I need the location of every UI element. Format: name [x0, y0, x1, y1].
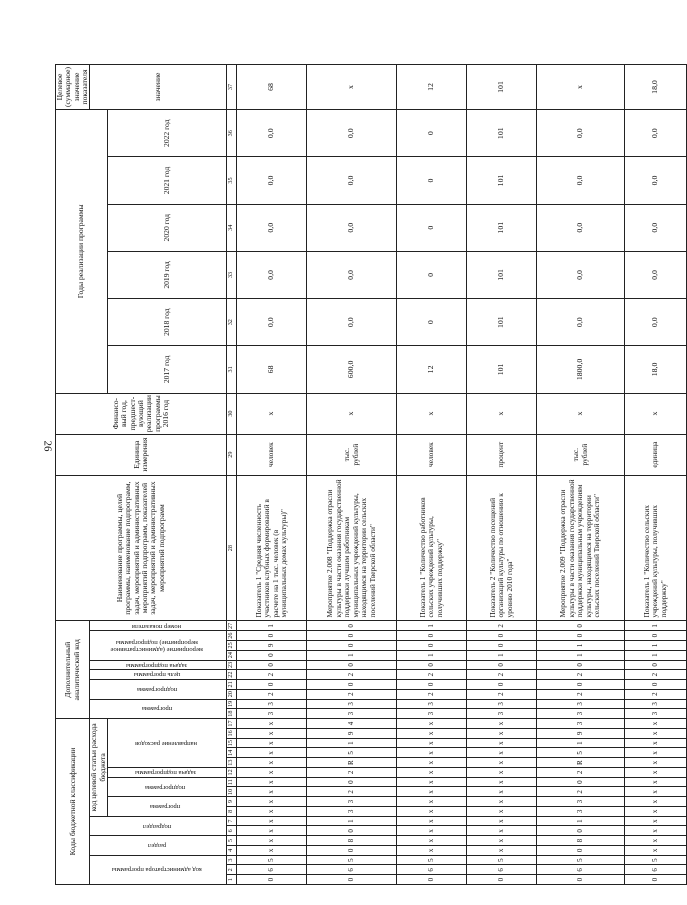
code-digit: 0 [307, 846, 397, 856]
code-digit: 0 [237, 875, 307, 885]
row-fin-year-value: х [625, 393, 687, 434]
code-digit: 4 [307, 719, 397, 729]
row-unit: человек [237, 434, 307, 475]
row-year-value: 68 [237, 346, 307, 393]
column-number: 7 [227, 816, 237, 826]
admin-code-header: код администратора программы [111, 866, 202, 874]
table-row [537, 64, 625, 884]
year-2019-header: 2019 год [108, 251, 227, 298]
code-digit: х [237, 738, 307, 748]
code-digit: 3 [307, 709, 397, 719]
code-digit: 1 [625, 650, 687, 660]
code-digit: х [625, 748, 687, 758]
code-digit: 0 [237, 680, 307, 690]
code-digit: 2 [625, 689, 687, 699]
analytic-meropriyatie-header: мероприятие (административное мероприятие) подпрограммы [110, 638, 204, 653]
column-number: 12 [227, 768, 237, 778]
code-digit: 0 [237, 631, 307, 641]
column-number: 11 [227, 777, 237, 787]
analytic-podprogramma-header: подпрограмма [136, 685, 177, 693]
column-number: 6 [227, 826, 237, 836]
code-digit: 0 [537, 875, 625, 885]
code-digit: 3 [537, 797, 625, 807]
code-digit: х [397, 826, 467, 836]
column-number: 3 [227, 855, 237, 865]
code-digit: х [397, 748, 467, 758]
target-value-header: значение [90, 64, 227, 109]
column-number: 23 [227, 660, 237, 670]
code-digit: 1 [467, 650, 537, 660]
row-fin-year-value: х [237, 393, 307, 434]
code-digit: 2 [537, 787, 625, 797]
code-digit: 0 [397, 875, 467, 885]
code-digit: х [237, 719, 307, 729]
code-digit: 5 [467, 855, 537, 865]
code-digit: х [625, 816, 687, 826]
column-number: 2 [227, 865, 237, 875]
code-digit: 3 [537, 709, 625, 719]
code-digit: х [467, 777, 537, 787]
code-digit: х [237, 846, 307, 856]
code-digit: х [397, 768, 467, 778]
column-number: 4 [227, 846, 237, 856]
row-description: Мероприятие 2.008 "Поддержка отрасли культуры в части оказания государственной поддержки лучшим работникам муниципальных учреждений культуры, находящимся на территории сельских поселений Тверской области" [307, 475, 397, 621]
year-2020-header: 2020 год [108, 204, 227, 251]
unit-column-header: Единица измерения [56, 434, 227, 475]
code-digit: х [467, 748, 537, 758]
code-digit: х [625, 826, 687, 836]
table-row [237, 64, 307, 884]
code-digit: 0 [237, 650, 307, 660]
code-digit: 2 [307, 768, 397, 778]
code-digit: х [397, 738, 467, 748]
code-digit: 6 [237, 865, 307, 875]
code-digit: х [625, 719, 687, 729]
podprogramma-header: подпрограмма [145, 783, 186, 791]
code-digit: 1 [397, 650, 467, 660]
row-target-value: х [307, 64, 397, 109]
code-digit: х [467, 729, 537, 739]
column-number: 15 [227, 738, 237, 748]
code-digit: 1 [537, 641, 625, 651]
row-fin-year-value: х [467, 393, 537, 434]
column-number: 28 [227, 475, 237, 621]
razdel-header: раздел [147, 842, 166, 850]
code-digit: х [237, 797, 307, 807]
code-digit: 0 [537, 826, 625, 836]
code-digit: 3 [467, 709, 537, 719]
row-description: Показатель 1 "Количество сельских учреждений культуры, получивших поддержку" [625, 475, 687, 621]
row-year-value: 0 [397, 299, 467, 346]
row-year-value: 0,0 [537, 299, 625, 346]
code-digit: 3 [467, 699, 537, 709]
code-digit: 1 [625, 621, 687, 631]
code-digit: 3 [537, 699, 625, 709]
row-year-value: 0,0 [307, 157, 397, 204]
year-2017-header: 2017 год [108, 346, 227, 393]
row-year-value: 0,0 [537, 251, 625, 298]
code-digit: 0 [537, 631, 625, 641]
code-digit: 0 [537, 777, 625, 787]
code-digit: 0 [625, 875, 687, 885]
row-year-value: 0,0 [237, 251, 307, 298]
code-digit: 0 [467, 680, 537, 690]
code-digit: х [467, 816, 537, 826]
row-unit: тыс. рублей [537, 434, 625, 475]
code-digit: 0 [537, 680, 625, 690]
code-digit: 3 [307, 699, 397, 709]
row-target-value: 68 [237, 64, 307, 109]
podrazdel-header: подраздел [142, 822, 171, 830]
code-digit: 3 [397, 699, 467, 709]
program-table [55, 64, 687, 885]
code-digit: х [467, 807, 537, 817]
years-group-header: Годы реализации программы [56, 110, 108, 393]
code-digit: х [625, 787, 687, 797]
rotated-table-container [55, 65, 668, 885]
column-number: 36 [227, 110, 237, 157]
row-unit: процент [467, 434, 537, 475]
row-target-value: 12 [397, 64, 467, 109]
code-digit: х [237, 826, 307, 836]
code-digit: 5 [537, 748, 625, 758]
table-row [397, 64, 467, 884]
row-year-value: 0,0 [625, 204, 687, 251]
code-digit: 0 [307, 641, 397, 651]
code-digit: х [237, 816, 307, 826]
code-digit: 2 [537, 689, 625, 699]
target-code-header: код целевой статьи расхода бюджета [90, 719, 108, 817]
code-digit: х [237, 777, 307, 787]
code-digit: 6 [625, 865, 687, 875]
code-digit: х [467, 787, 537, 797]
code-digit: х [625, 777, 687, 787]
row-year-value: 12 [397, 346, 467, 393]
row-year-value: 0 [397, 251, 467, 298]
code-digit: 3 [537, 807, 625, 817]
row-year-value: 101 [467, 157, 537, 204]
row-fin-year-value: х [307, 393, 397, 434]
column-number: 16 [227, 729, 237, 739]
row-year-value: 0,0 [625, 251, 687, 298]
code-digit: х [397, 797, 467, 807]
code-digit: 3 [625, 709, 687, 719]
row-year-value: 0 [397, 157, 467, 204]
row-year-value: 0 [397, 110, 467, 157]
analytic-nomer-header: номер показателя [132, 622, 182, 630]
code-digit: 0 [397, 660, 467, 670]
fin-year-column-header: Финансо-вый год, предшест-вующий реализации программы 2016 год [56, 393, 227, 434]
column-number: 31 [227, 346, 237, 393]
code-digit: х [237, 758, 307, 768]
code-digit: 1 [397, 621, 467, 631]
code-digit: 5 [397, 855, 467, 865]
code-digit: 1 [537, 650, 625, 660]
row-year-value: 0,0 [537, 157, 625, 204]
row-year-value: 0,0 [307, 204, 397, 251]
code-digit: х [397, 719, 467, 729]
row-year-value: 0,0 [625, 157, 687, 204]
year-2018-header: 2018 год [108, 299, 227, 346]
row-year-value: 101 [467, 204, 537, 251]
code-digit: 6 [537, 865, 625, 875]
column-number: 29 [227, 434, 237, 475]
code-digit: х [397, 846, 467, 856]
column-number: 9 [227, 797, 237, 807]
code-digit: 1 [307, 650, 397, 660]
additional-code-header: Дополнительный аналитический код [56, 621, 90, 719]
code-digit: 0 [397, 641, 467, 651]
code-digit: 3 [237, 709, 307, 719]
code-digit: 0 [625, 631, 687, 641]
code-digit: х [625, 758, 687, 768]
row-year-value: 1800,0 [537, 346, 625, 393]
zadacha-header: задача подпрограммы [134, 769, 197, 776]
code-digit: х [397, 787, 467, 797]
row-description: Показатель 2 "Количество посещений организаций культуры по отношению к уровню 2010 года" [467, 475, 537, 621]
code-digit: х [237, 729, 307, 739]
row-fin-year-value: х [537, 393, 625, 434]
row-year-value: 18,0 [625, 346, 687, 393]
row-year-value: 0,0 [307, 299, 397, 346]
code-digit: 0 [307, 631, 397, 641]
code-digit: 1 [307, 738, 397, 748]
row-year-value: 0,0 [237, 204, 307, 251]
column-number: 34 [227, 204, 237, 251]
row-unit: тыс. рублей [307, 434, 397, 475]
code-digit: 2 [467, 670, 537, 680]
code-digit: 0 [625, 660, 687, 670]
code-digit: 9 [307, 729, 397, 739]
code-digit: х [237, 807, 307, 817]
code-digit: 0 [307, 875, 397, 885]
code-digit: 1 [237, 621, 307, 631]
code-digit: 0 [397, 631, 467, 641]
column-number: 26 [227, 631, 237, 641]
code-digit: х [397, 758, 467, 768]
code-digit: 2 [397, 689, 467, 699]
row-year-value: 0,0 [307, 110, 397, 157]
code-digit: 3 [307, 797, 397, 807]
row-year-value: 0,0 [625, 299, 687, 346]
row-description: Мероприятие 2.009 "Поддержка отрасли культуры в части оказания государственной поддержки муниципальным учреждениям культуры, находящимся на территории сельских поселений Тверской области" [537, 475, 625, 621]
row-description: Показатель 1 "Средняя численность участников клубных формирований в расчете на 1 тыс. человек (в муниципальных домах культуры)" [237, 475, 307, 621]
column-number: 18 [227, 709, 237, 719]
column-number: 20 [227, 689, 237, 699]
row-unit: единица [625, 434, 687, 475]
column-number: 22 [227, 670, 237, 680]
code-digit: 2 [467, 689, 537, 699]
column-number: 25 [227, 641, 237, 651]
code-digit: х [467, 836, 537, 846]
row-target-value: 18,0 [625, 64, 687, 109]
column-number: 35 [227, 157, 237, 204]
code-digit: 0 [625, 680, 687, 690]
column-number: 37 [227, 64, 237, 109]
code-digit: 6 [397, 865, 467, 875]
analytic-cel-header: цель программы [133, 671, 180, 679]
year-2021-header: 2021 год [108, 157, 227, 204]
row-year-value: 0,0 [237, 110, 307, 157]
analytic-zadacha-header: задача подпрограммы [126, 661, 188, 669]
code-digit: х [467, 758, 537, 768]
code-digit: 0 [237, 660, 307, 670]
code-digit: х [237, 768, 307, 778]
code-digit: 5 [307, 855, 397, 865]
code-digit: х [467, 768, 537, 778]
code-digit: 0 [467, 660, 537, 670]
code-digit: 9 [537, 729, 625, 739]
code-digit: 3 [397, 709, 467, 719]
row-year-value: 101 [467, 110, 537, 157]
column-number: 8 [227, 807, 237, 817]
table-row [467, 64, 537, 884]
column-number: 17 [227, 719, 237, 729]
code-digit: R [537, 758, 625, 768]
code-digit: х [397, 777, 467, 787]
row-year-value: 0,0 [237, 157, 307, 204]
code-digit: 6 [467, 865, 537, 875]
code-digit: х [237, 836, 307, 846]
name-column-header: Наименование программы, целей программы, наименование подпрограмм, задач, мероприятий и административных мероприятий подпрограмм, показателей задач, мероприятий и административных мероприятий подпрограмм [56, 475, 227, 621]
code-digit: х [397, 807, 467, 817]
code-digit: х [237, 748, 307, 758]
column-number-row [227, 64, 237, 884]
column-number: 19 [227, 699, 237, 709]
code-digit: 1 [537, 816, 625, 826]
code-digit: 5 [625, 855, 687, 865]
page-number: 26 [41, 440, 54, 452]
code-digit: х [467, 797, 537, 807]
programma-header: программа [150, 803, 181, 811]
code-digit: х [625, 738, 687, 748]
column-number: 14 [227, 748, 237, 758]
code-digit: R [307, 758, 397, 768]
code-digit: х [467, 738, 537, 748]
row-year-value: 0,0 [237, 299, 307, 346]
row-year-value: 101 [467, 346, 537, 393]
code-digit: 0 [307, 621, 397, 631]
code-digit: 9 [237, 641, 307, 651]
code-digit: х [625, 729, 687, 739]
code-digit: 0 [307, 680, 397, 690]
code-digit: 3 [625, 699, 687, 709]
code-digit: 1 [537, 738, 625, 748]
code-digit: 2 [467, 621, 537, 631]
code-digit: 0 [307, 826, 397, 836]
row-year-value: 0 [397, 204, 467, 251]
analytic-programma-header: программа [141, 705, 172, 713]
code-digit: 5 [307, 748, 397, 758]
row-unit: человек [397, 434, 467, 475]
column-number: 33 [227, 251, 237, 298]
code-digit: 3 [307, 807, 397, 817]
row-target-value: х [537, 64, 625, 109]
column-number: 1 [227, 875, 237, 885]
code-digit: 2 [307, 787, 397, 797]
napravlenie-header: направление расходов [134, 739, 197, 747]
code-digit: 6 [307, 865, 397, 875]
code-digit: 0 [467, 875, 537, 885]
row-year-value: 0,0 [625, 110, 687, 157]
column-number: 10 [227, 787, 237, 797]
row-year-value: 101 [467, 299, 537, 346]
code-digit: 3 [537, 719, 625, 729]
column-number: 24 [227, 650, 237, 660]
row-target-value: 101 [467, 64, 537, 109]
code-digit: 2 [237, 689, 307, 699]
code-digit: х [625, 797, 687, 807]
code-digit: 2 [625, 670, 687, 680]
code-digit: х [397, 729, 467, 739]
code-digit: 0 [537, 846, 625, 856]
code-digit: 2 [237, 670, 307, 680]
code-digit: 0 [307, 660, 397, 670]
row-year-value: 600,0 [307, 346, 397, 393]
budget-codes-header: Коды бюджетной классификации [56, 719, 90, 885]
code-digit: 8 [307, 836, 397, 846]
code-digit: 0 [537, 621, 625, 631]
code-digit: 1 [307, 816, 397, 826]
code-digit: 2 [307, 689, 397, 699]
column-number: 30 [227, 393, 237, 434]
code-digit: х [467, 826, 537, 836]
code-digit: х [467, 719, 537, 729]
code-digit: 2 [307, 670, 397, 680]
row-year-value: 0,0 [537, 110, 625, 157]
target-group-header: Целевое (суммарное) значение показателя [56, 64, 90, 109]
code-digit: х [625, 807, 687, 817]
code-digit: х [625, 768, 687, 778]
row-year-value: 0,0 [307, 251, 397, 298]
code-digit: 0 [467, 631, 537, 641]
code-digit: х [397, 836, 467, 846]
code-digit: 2 [397, 670, 467, 680]
table-row [307, 64, 397, 884]
code-digit: 0 [307, 777, 397, 787]
code-digit: х [237, 787, 307, 797]
column-number: 21 [227, 680, 237, 690]
code-digit: 0 [537, 660, 625, 670]
code-digit: 1 [625, 641, 687, 651]
code-digit: 3 [237, 699, 307, 709]
column-number: 5 [227, 836, 237, 846]
code-digit: х [625, 836, 687, 846]
column-number: 32 [227, 299, 237, 346]
table-row [625, 64, 687, 884]
code-digit: 5 [537, 855, 625, 865]
code-digit: 8 [537, 836, 625, 846]
code-digit: х [625, 846, 687, 856]
code-digit: х [397, 816, 467, 826]
code-digit: 0 [467, 641, 537, 651]
row-year-value: 0,0 [537, 204, 625, 251]
code-digit: 2 [537, 670, 625, 680]
code-digit: 5 [237, 855, 307, 865]
column-number: 13 [227, 758, 237, 768]
column-number: 27 [227, 621, 237, 631]
year-2022-header: 2022 год [108, 110, 227, 157]
row-fin-year-value: х [397, 393, 467, 434]
code-digit: 0 [397, 680, 467, 690]
row-year-value: 101 [467, 251, 537, 298]
row-description: Показатель 1 "Количество работников сельских учреждений культуры, получивших поддержку" [397, 475, 467, 621]
code-digit: х [467, 846, 537, 856]
code-digit: 2 [537, 768, 625, 778]
